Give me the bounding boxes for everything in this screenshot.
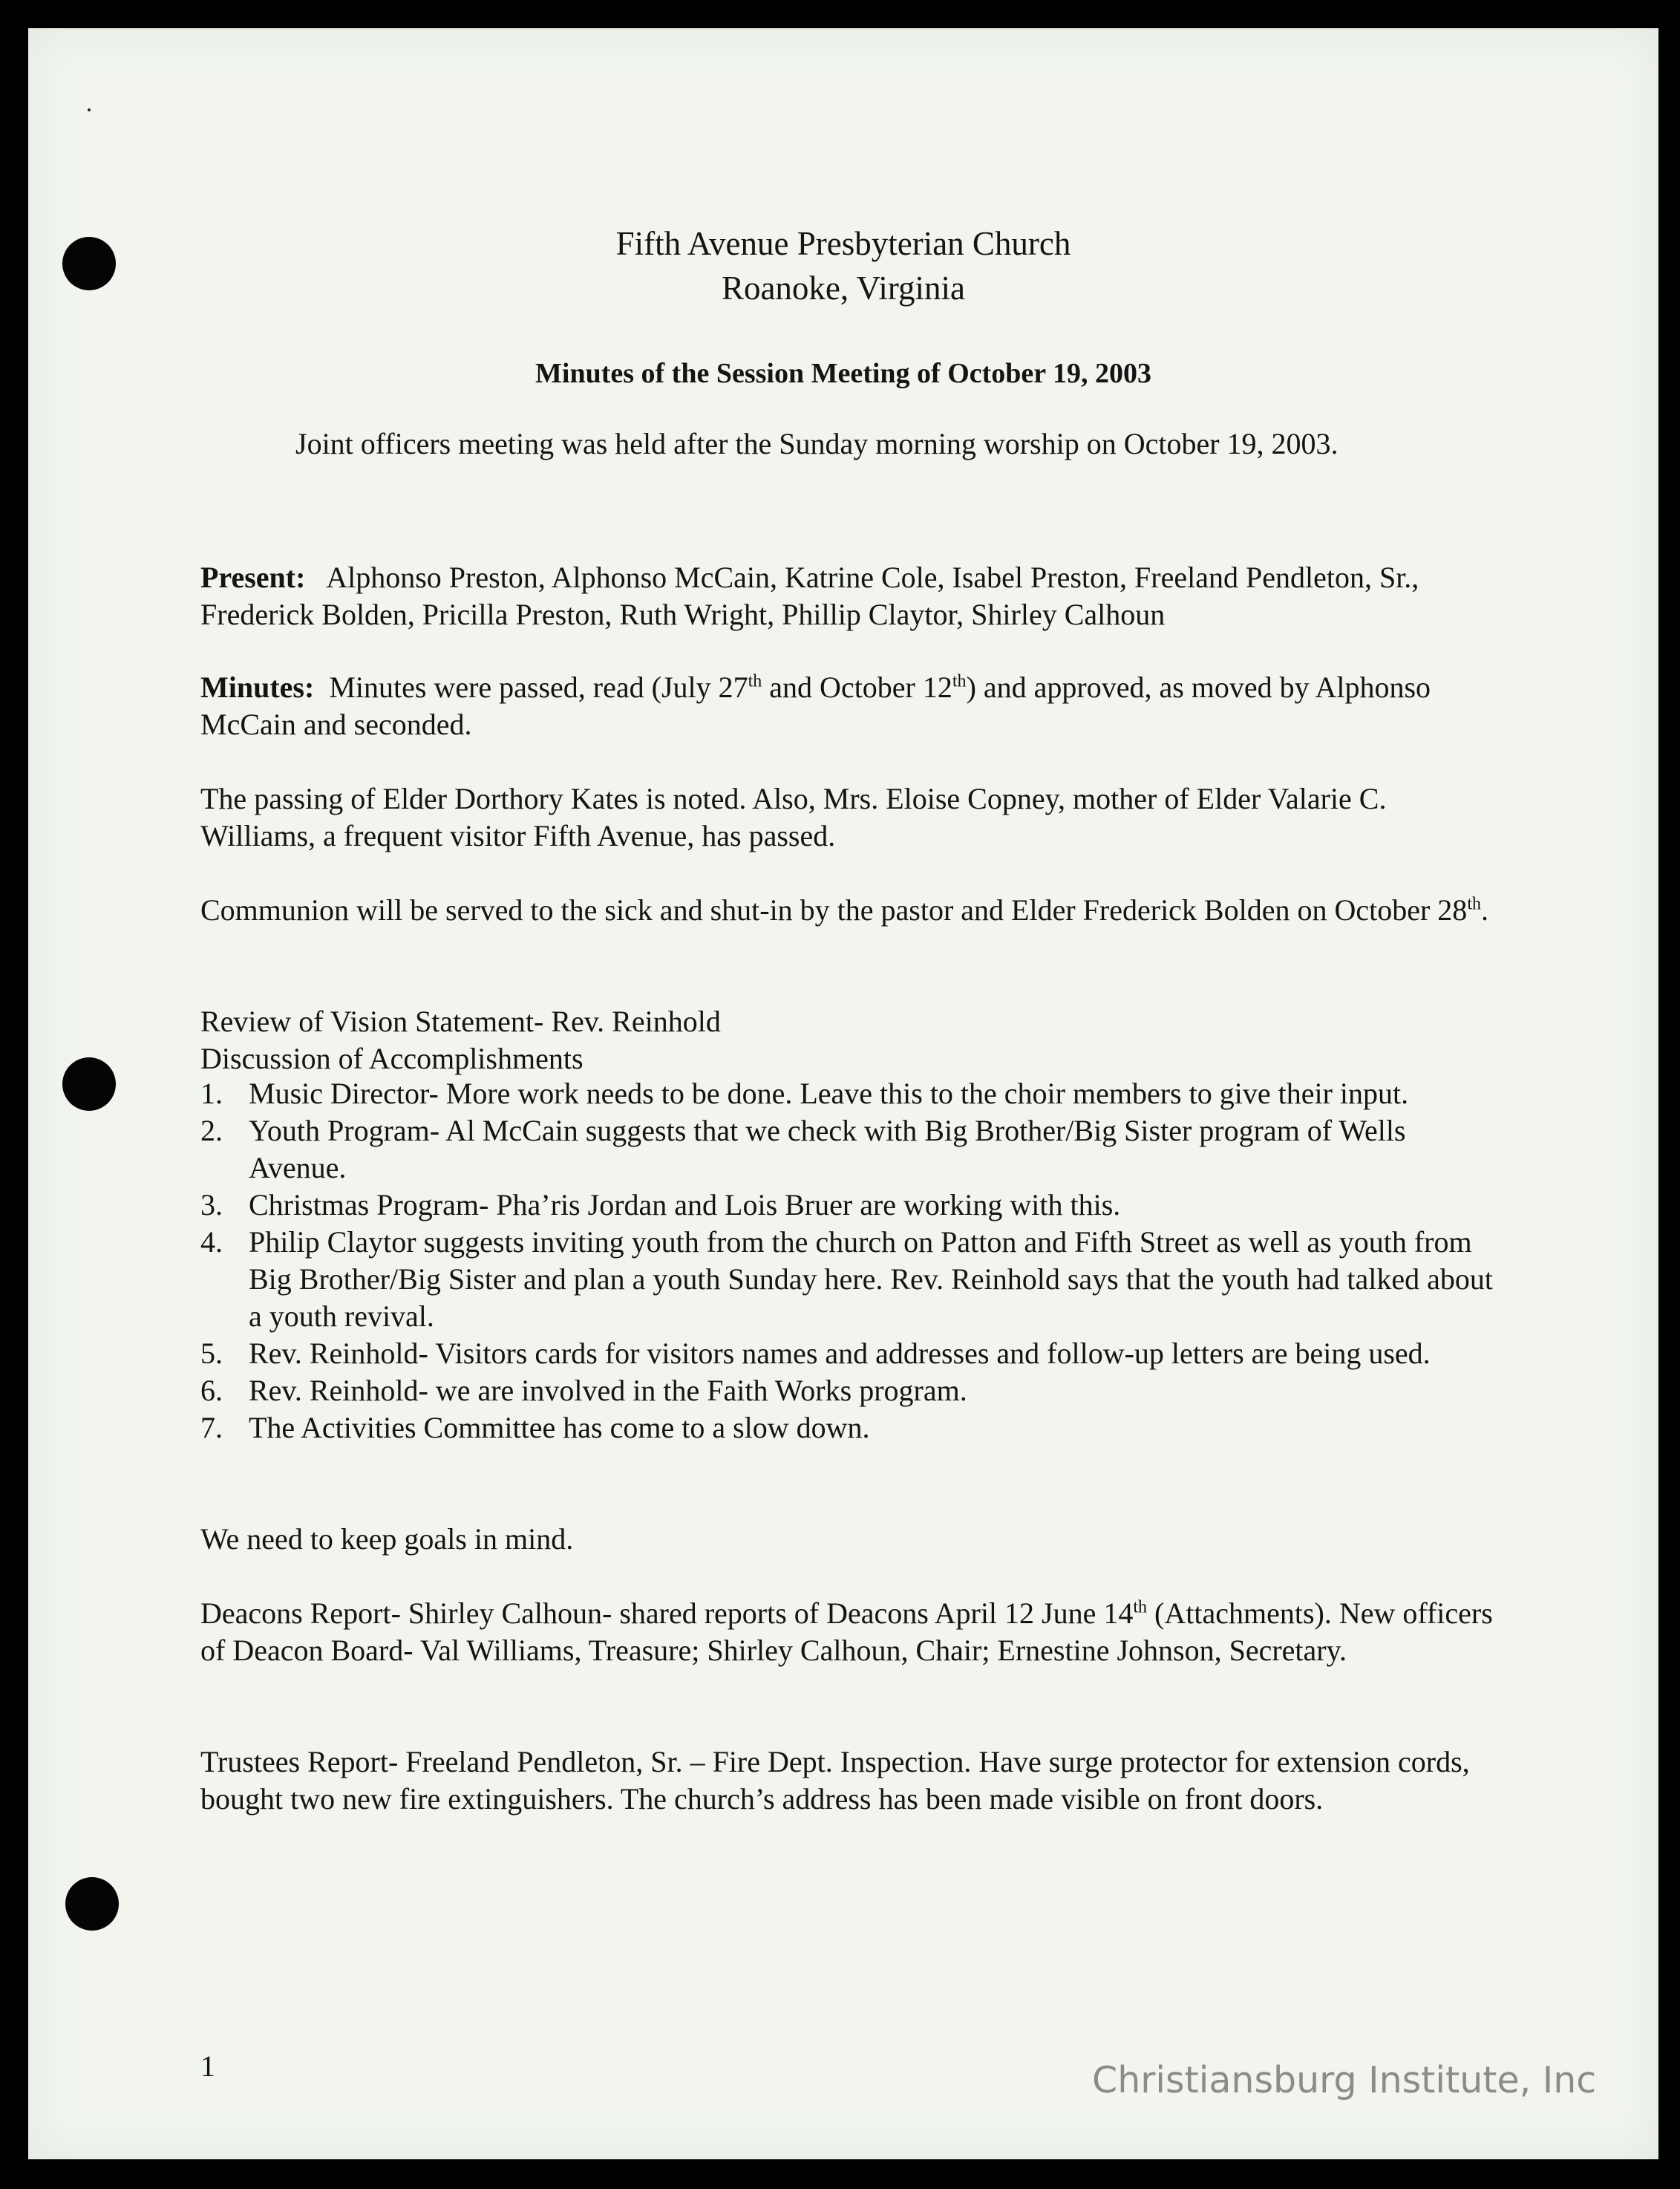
list-item — [200, 1372, 1507, 1409]
list-item-number: 1. — [200, 1077, 223, 1110]
communion-end: . — [1480, 893, 1488, 927]
list-item-number: 4. — [200, 1225, 223, 1259]
communion-text: Communion will be served to the sick and shut-in by the pastor and Elder Frederick Bolden on October 28 — [200, 893, 1468, 927]
deacons-sup: th — [1133, 1597, 1148, 1617]
document-content — [28, 28, 1658, 2159]
minutes-paragraph — [200, 669, 1507, 743]
present-paragraph — [200, 559, 1507, 633]
minutes-text-a: Minutes were passed, read (July 27 — [329, 671, 748, 704]
list-item-text: The Activities Committee has come to a slow down. — [249, 1411, 870, 1444]
page-number: 1 — [200, 2049, 215, 2083]
list-item — [200, 1224, 1507, 1335]
present-label: Present: — [200, 561, 306, 594]
minutes-sup-a: th — [748, 671, 762, 691]
list-item-text: Philip Claytor suggests inviting youth from the church on Patton and Fifth Street as well as youth from Big Brother/Big Sister and plan a youth Sunday here. Rev. Reinhold says that the youth had talked about a youth revival. — [249, 1225, 1494, 1333]
list-item — [200, 1409, 1507, 1446]
accomplishments-list — [200, 1075, 1507, 1446]
list-item-text: Christmas Program- Pha’ris Jordan and Lois Bruer are working with this. — [249, 1188, 1121, 1221]
list-item — [200, 1335, 1507, 1372]
list-item — [200, 1075, 1507, 1112]
church-name: Fifth Avenue Presbyterian Church — [615, 225, 1071, 262]
list-item-text: Rev. Reinhold- we are involved in the Faith Works program. — [249, 1374, 967, 1407]
minutes-sup-b: th — [952, 671, 967, 691]
list-item-number: 3. — [200, 1188, 223, 1221]
minutes-text-b: and October 12 — [762, 671, 952, 704]
list-item-text: Youth Program- Al McCain suggests that we check with Big Brother/Big Sister program of Wells Avenue. — [249, 1114, 1406, 1184]
list-item-number: 2. — [200, 1114, 223, 1147]
minutes-text-c: ) and approved, as moved by Alphonso McCain and seconded. — [200, 671, 1431, 741]
accomplishments-heading: Discussion of Accomplishments — [200, 1042, 584, 1075]
document-page — [28, 28, 1658, 2159]
passing-paragraph: The passing of Elder Dorthory Kates is noted. Also, Mrs. Eloise Copney, mother of Elder Valarie C. Williams, a frequent visitor Fifth Avenue, has passed. — [200, 782, 1387, 852]
trustees-report: Trustees Report- Freeland Pendleton, Sr. – Fire Dept. Inspection. Have surge protector for extension cords, bought two new fire extinguishers. The church’s address has been made visible on front doors. — [200, 1745, 1470, 1816]
minutes-label: Minutes: — [200, 671, 315, 704]
church-location: Roanoke, Virginia — [721, 270, 966, 307]
communion-paragraph — [200, 892, 1507, 929]
intro-paragraph: Joint officers meeting was held after the Sunday morning worship on October 19, 2003. — [295, 427, 1339, 460]
deacons-report — [200, 1595, 1507, 1669]
list-item-number: 5. — [200, 1337, 223, 1370]
list-item — [200, 1187, 1507, 1224]
list-item — [200, 1112, 1507, 1187]
goals-line: We need to keep goals in mind. — [200, 1522, 574, 1556]
list-item-text: Music Director- More work needs to be done. Leave this to the choir members to give their input. — [249, 1077, 1409, 1110]
minutes-heading: Minutes of the Session Meeting of October 19, 2003 — [535, 358, 1151, 389]
review-heading: Review of Vision Statement- Rev. Reinhold — [200, 1005, 721, 1038]
communion-sup: th — [1467, 894, 1481, 914]
list-item-text: Rev. Reinhold- Visitors cards for visitors names and addresses and follow-up letters are being used. — [249, 1337, 1431, 1370]
deacons-text-b: (Attachments). New officers of Deacon Board- Val Williams, Treasure; Shirley Calhoun, Chair; Ernestine Johnson, Secretary. — [200, 1596, 1493, 1667]
deacons-text-a: Deacons Report- Shirley Calhoun- shared reports of Deacons April 12 June 14 — [200, 1596, 1134, 1630]
list-item-number: 6. — [200, 1374, 223, 1407]
watermark-text: Christiansburg Institute, Inc — [1092, 2059, 1597, 2101]
list-item-number: 7. — [200, 1411, 223, 1444]
present-names: Alphonso Preston, Alphonso McCain, Katrine Cole, Isabel Preston, Freeland Pendleton, Sr., Frederick Bolden, Pricilla Preston, Ruth Wright, Phillip Claytor, Shirley Calhoun — [200, 561, 1419, 631]
